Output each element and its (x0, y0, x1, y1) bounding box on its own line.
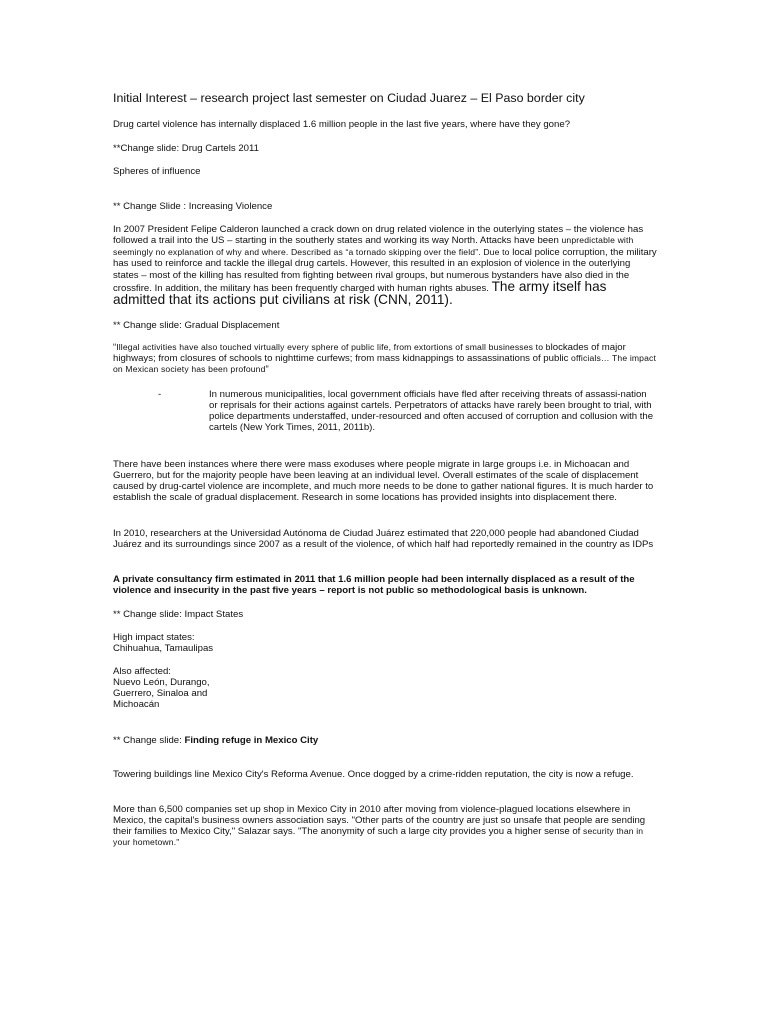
quote-text-part-2: lockades of major highways; from closures of schools to nighttime curfews; from mass kidnappings to assassinations of public (113, 342, 626, 364)
companies-text-part-2: security than in your hometown." (113, 826, 644, 847)
calderon-paragraph (113, 224, 658, 308)
slide-note-increasing-violence: ** Change Slide : Increasing Violence (113, 201, 273, 212)
slide-refuge-prefix: ** Change slide: (113, 735, 185, 746)
quote-open-mark: “ (113, 342, 117, 353)
companies-paragraph (113, 804, 658, 848)
consultancy-paragraph: A private consultancy firm estimated in 2011 that 1.6 million people had been internally displaced as a result of the violence and insecurity in the past five years – report is not public so methodological basis is unknown. (113, 574, 635, 596)
calderon-text-part-4: The army itself has admitted that its actions put civilians at risk (CNN, 2011). (113, 279, 607, 308)
bullet-dash: - (158, 389, 162, 400)
slide-note-gradual-displacement: ** Change slide: Gradual Displacement (113, 320, 280, 331)
companies-text-part-1: More than 6,500 companies set up shop in Mexico City in 2010 after moving from violence-plagued locations elsewhere in Mexico, the capital's business owners association says. "Other parts of the country are just so unsafe that people are sending their families to Mexico City," Salazar says. "The anonymity of such a large city provides you a higher sense of (113, 804, 646, 837)
slide-note-impact-states: ** Change slide: Impact States (113, 609, 244, 620)
calderon-text-part-2: unpredictable with seemingly no explanation of why and where. Described as “a tornado skipping over the field”. Due to (113, 235, 634, 257)
quote-text-part-3: officials… The impact on Mexican society has been profound (113, 353, 657, 374)
high-impact-label: High impact states: (113, 632, 195, 643)
slide-note-finding-refuge (113, 735, 658, 746)
juarez-2010-paragraph: In 2010, researchers at the Universidad Autónoma de Ciudad Juárez estimated that 220,000 people had abandoned Ciudad Juárez and its surroundings since 2007 as a result of the violence, of which half had reportedly remained in the country as IDPs (113, 528, 654, 550)
document-heading: Initial Interest – research project last semester on Ciudad Juarez – El Paso border city (113, 91, 585, 105)
spheres-of-influence-line: Spheres of influence (113, 166, 201, 177)
quote-close-mark: ” (265, 364, 269, 375)
quote-text-part-1: Illegal activities have also touched virtually every sphere of public life, from extortions of small businesses to b (116, 342, 551, 352)
slide-refuge-title: Finding refuge in Mexico City (184, 735, 319, 746)
also-affected-line-3: Michoacán (113, 699, 160, 710)
also-affected-line-1: Nuevo León, Durango, (113, 677, 210, 688)
bullet-paragraph: In numerous municipalities, local government officials have fled after receiving threats of assassi-nation or reprisals for their actions against cartels. Perpetrators of attacks have rarely been brought to trial, with police departments understaffed, under-resourced and often accused of corruption and collusion with the cartels (New York Times, 2011, 2011b). (209, 389, 654, 433)
intro-paragraph: Drug cartel violence has internally displaced 1.6 million people in the last five years, where have they gone? (113, 119, 571, 130)
exodus-paragraph: There have been instances where there were mass exoduses where people migrate in large groups i.e. in Michoacan and Guerrero, but for the majority people have been leaving at an individual level. Overall estimates of the scale of displacement caused by drug-cartel violence are incomplete, and much more needs to be done to gather national figures. It is much harder to establish the scale of gradual displacement. Research in some locations has provided insights into displacement there. (113, 459, 654, 503)
calderon-text-part-3: local police corruption, the military has used to reinforce and tackle the illegal drug cartels. However, this resulted in an explosion of violence in the outerlying states – most of the killing has resulted from fighting between rival groups, but numerous bystanders have also died in the crossfire. In addition, the military has been frequently charged with human rights abuses. (113, 246, 657, 295)
high-impact-states: Chihuahua, Tamaulipas (113, 643, 214, 654)
slide-note-drug-cartels: **Change slide: Drug Cartels 2011 (113, 143, 259, 154)
also-affected-line-2: Guerrero, Sinaloa and (113, 688, 208, 699)
also-affected-label: Also affected: (113, 666, 171, 677)
quote-paragraph (113, 342, 658, 375)
towering-buildings-paragraph: Towering buildings line Mexico City's Reforma Avenue. Once dogged by a crime-ridden reputation, the city is now a refuge. (113, 769, 634, 780)
calderon-text-part-1: In 2007 President Felipe Calderon launched a crack down on drug related violence in the outerlying states – the violence has followed a trail into the US – starting in the southerly states and working its way North. Attacks have been (113, 224, 644, 247)
